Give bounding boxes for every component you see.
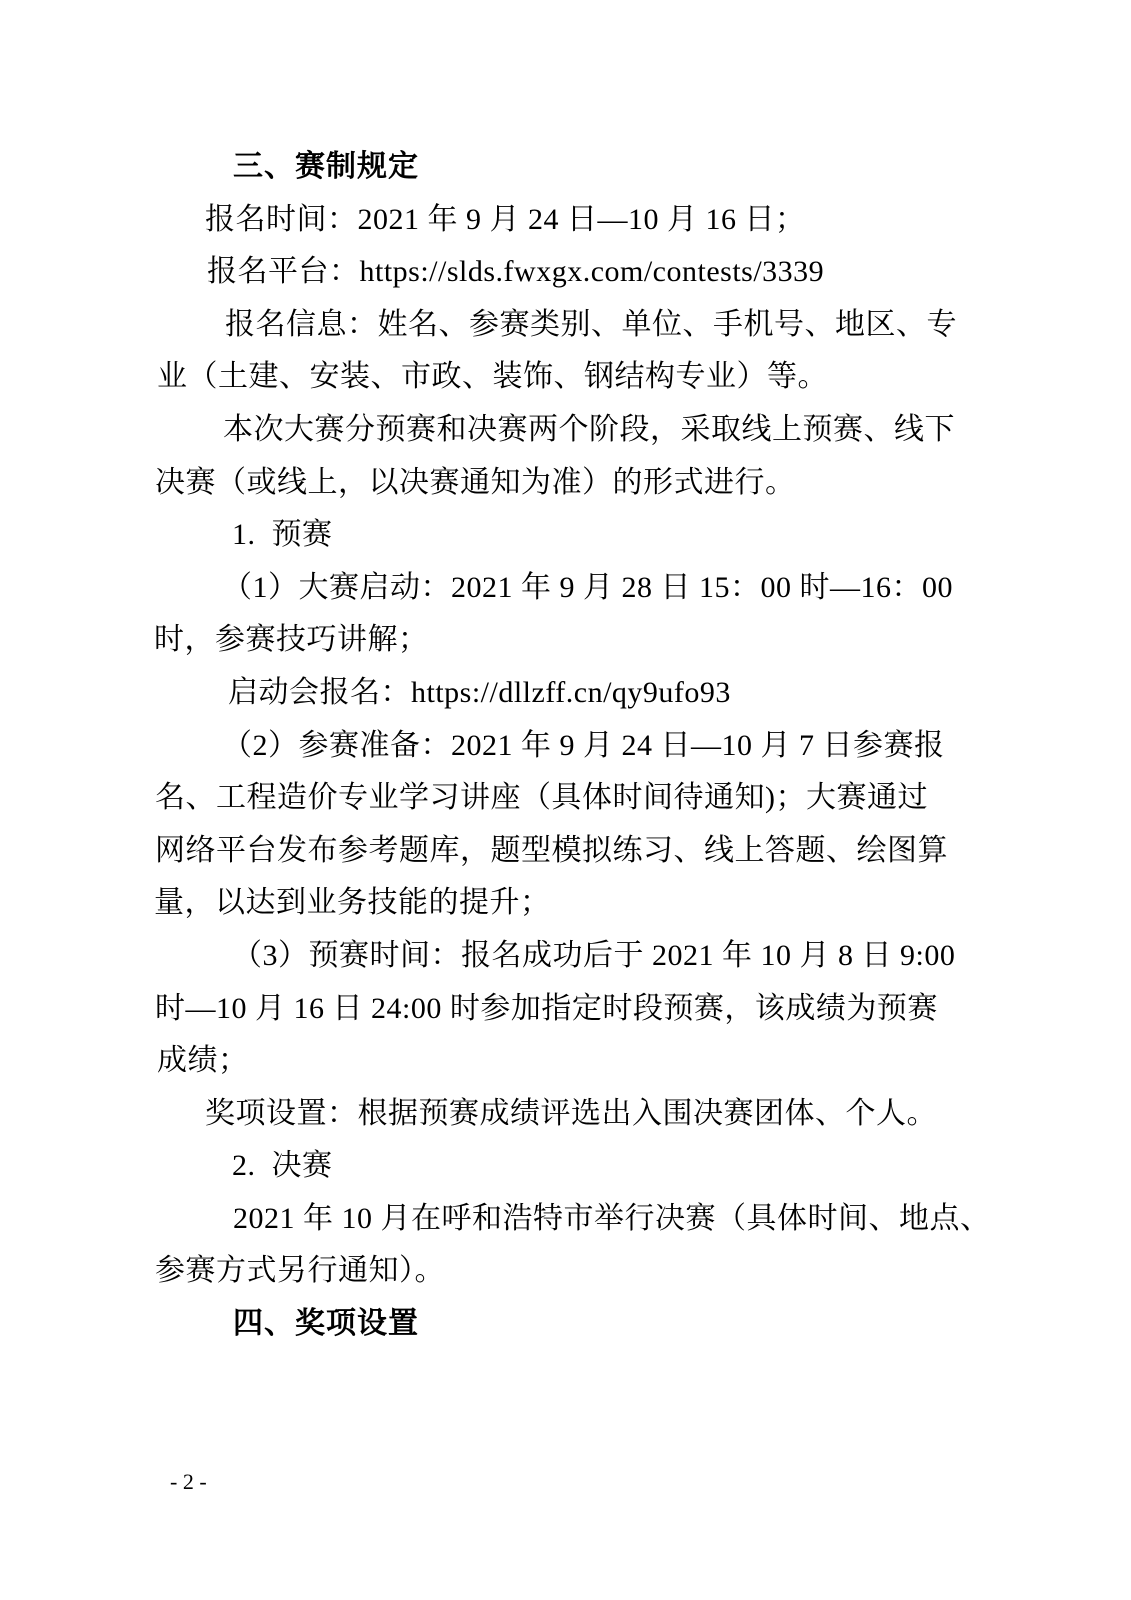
line-preparation-1: （2）参赛准备：2021 年 9 月 24 日—10 月 7 日参赛报 [222, 728, 945, 762]
line-registration-info-2: 业（土建、安装、市政、装饰、钢结构专业）等。 [157, 360, 828, 394]
line-launch-time-1: （1）大赛启动：2021 年 9 月 28 日 15：00 时—16：00 [222, 570, 953, 604]
line-preparation-2: 名、工程造价专业学习讲座（具体时间待通知)；大赛通过 [155, 781, 928, 815]
line-preliminary-heading: 1. 预赛 [232, 518, 333, 552]
line-launch-time-2: 时，参赛技巧讲解； [154, 623, 429, 657]
line-final-info-2: 参赛方式另行通知）。 [155, 1254, 445, 1288]
line-registration-platform-url: 报名平台：https://slds.fwxgx.com/contests/3339 [207, 255, 825, 289]
line-competition-stages-2: 决赛（或线上，以决赛通知为准）的形式进行。 [155, 465, 796, 499]
line-registration-time: 报名时间：2021 年 9 月 24 日—10 月 16 日； [205, 202, 806, 236]
section-heading-three: 三、赛制规定 [233, 150, 419, 183]
line-preliminary-time-2: 时—10 月 16 日 24:00 时参加指定时段预赛，该成绩为预赛 [155, 991, 938, 1025]
line-preparation-3: 网络平台发布参考题库，题型模拟练习、线上答题、绘图算 [155, 833, 948, 867]
line-launch-registration-url: 启动会报名：https://dllzff.cn/qy9ufo93 [228, 675, 731, 709]
line-final-info-1: 2021 年 10 月在呼和浩特市举行决赛（具体时间、地点、 [233, 1201, 991, 1235]
line-preliminary-time-1: （3）预赛时间：报名成功后于 2021 年 10 月 8 日 9:00 [232, 938, 956, 972]
line-award-selection-note: 奖项设置：根据预赛成绩评选出入围决赛团体、个人。 [205, 1096, 937, 1130]
document-body [154, 141, 991, 1351]
line-registration-info-1: 报名信息：姓名、参赛类别、单位、手机号、地区、专 [225, 307, 957, 341]
line-preparation-4: 量，以达到业务技能的提升； [154, 886, 551, 920]
section-heading-four: 四、奖项设置 [233, 1307, 419, 1341]
line-preliminary-time-3: 成绩； [157, 1044, 249, 1078]
page-number: - 2 - [170, 1469, 207, 1494]
line-competition-stages-1: 本次大赛分预赛和决赛两个阶段，采取线上预赛、线下 [223, 412, 955, 446]
line-final-heading: 2. 决赛 [232, 1149, 333, 1183]
